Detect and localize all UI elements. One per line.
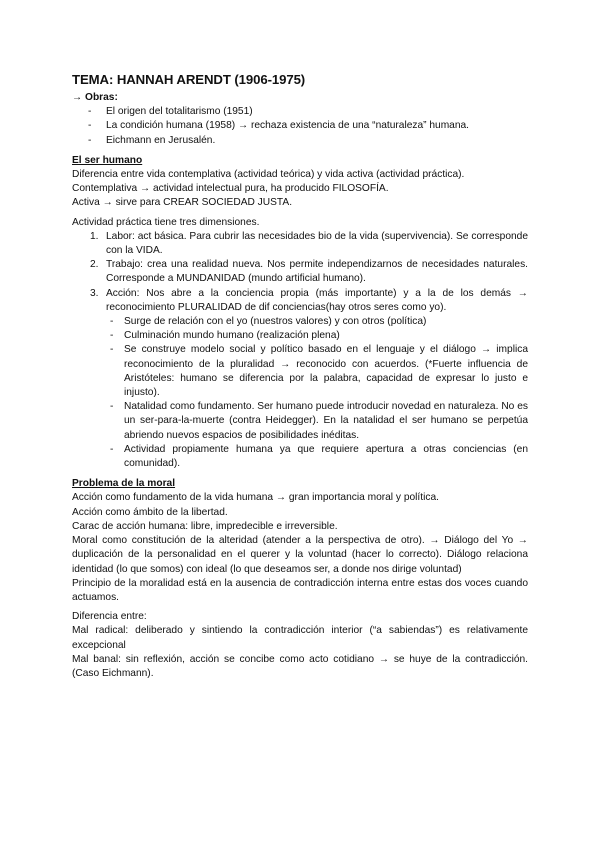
list-text: Acción: Nos abre a la conciencia propia (más importante) y a la de los demás → reconocimiento PLURALIDAD de dif conciencias(hay otros seres como yo). (106, 287, 528, 313)
sublist-item: - Natalidad como fundamento. Ser humano puede introducir novedad en naturaleza. No es un ser-para-la-muerte (contra Heidegger). En la natalidad el ser humano se perpetúa abriendo nuevos espacios de posibilidades inéditas. (110, 400, 528, 443)
obras-item: - Eichmann en Jerusalén. (88, 134, 528, 148)
list-item (90, 258, 528, 286)
list-item (90, 230, 528, 258)
paragraph: Moral como constitución de la alteridad (atender a la perspectiva de otro). → Diálogo del Yo → duplicación de la personalidad en el querer y la voluntad (hacer lo correcto). Diálogo relaciona identidad (lo que somos) con ideal (lo que deseamos ser, a donde nos dirige voluntad) (72, 535, 528, 575)
list-text: Labor: act básica. Para cubrir las necesidades bio de la vida (supervivencia). Se corresponde con la VIDA. (106, 230, 528, 257)
paragraph: Acción como ámbito de la libertad. (72, 506, 228, 518)
paragraph: Diferencia entre: (72, 611, 147, 623)
document-page (72, 72, 528, 681)
sublist-item: - Actividad propiamente humana ya que requiere apertura a otras conciencias (en comunidad). (110, 443, 528, 471)
obras-heading: → Obras: (72, 92, 118, 103)
list-number: 3. (90, 287, 99, 299)
paragraph: Activa → sirve para CREAR SOCIEDAD JUSTA. (72, 197, 293, 209)
section-heading-moral: Problema de la moral (72, 478, 176, 490)
sublist-item: - Se construye modelo social y político basado en el lenguaje y el diálogo → implica reconocimiento de la pluralidad → reconocido con acuerdos. (*Fuerte influencia de Aristóteles: humano se diferencia por la palabra, capacidad de expresar lo justo e injusto). (110, 343, 528, 400)
section-heading-ser-humano: El ser humano (72, 154, 143, 166)
sublist-item: - Surge de relación con el yo (nuestros valores) y con otros (política) (110, 315, 528, 329)
paragraph: Diferencia entre vida contemplativa (actividad teórica) y vida activa (actividad práctica). (72, 169, 465, 181)
obras-list (72, 105, 528, 148)
list-text: Trabajo: crea una realidad nueva. Nos permite independizarnos de necesidades naturales. Corresponde a MUNDANIDAD (mundo artificial humano). (106, 259, 528, 285)
obras-item: - La condición humana (1958) → rechaza existencia de una “naturaleza” humana. (88, 119, 528, 133)
accion-sublist (72, 315, 528, 471)
paragraph: Carac de acción humana: libre, impredecible e irreversible. (72, 520, 338, 532)
list-number: 2. (90, 259, 99, 271)
paragraph: Principio de la moralidad está en la ausencia de contradicción interna entre estas dos voces cuando actuamos. (72, 577, 528, 603)
list-item (90, 287, 528, 472)
paragraph: Actividad práctica tiene tres dimensiones. (72, 216, 260, 228)
paragraph: Acción como fundamento de la vida humana → gran importancia moral y política. (72, 492, 439, 504)
paragraph: Mal banal: sin reflexión, acción se concibe como acto cotidiano → se huye de la contradicción. (Caso Eichmann). (72, 653, 528, 679)
dimensions-list (72, 230, 528, 471)
paragraph: Contemplativa → actividad intelectual pura, ha producido FILOSOFÍA. (72, 183, 389, 195)
paragraph: Mal radical: deliberado y sintiendo la contradicción interior (“a sabiendas”) es relativamente excepcional (72, 625, 528, 651)
sublist-item: - Culminación mundo humano (realización plena) (110, 329, 528, 343)
document-title: TEMA: HANNAH ARENDT (1906-1975) (72, 72, 306, 87)
obras-item: - El origen del totalitarismo (1951) (88, 105, 528, 119)
list-number: 1. (90, 230, 99, 242)
